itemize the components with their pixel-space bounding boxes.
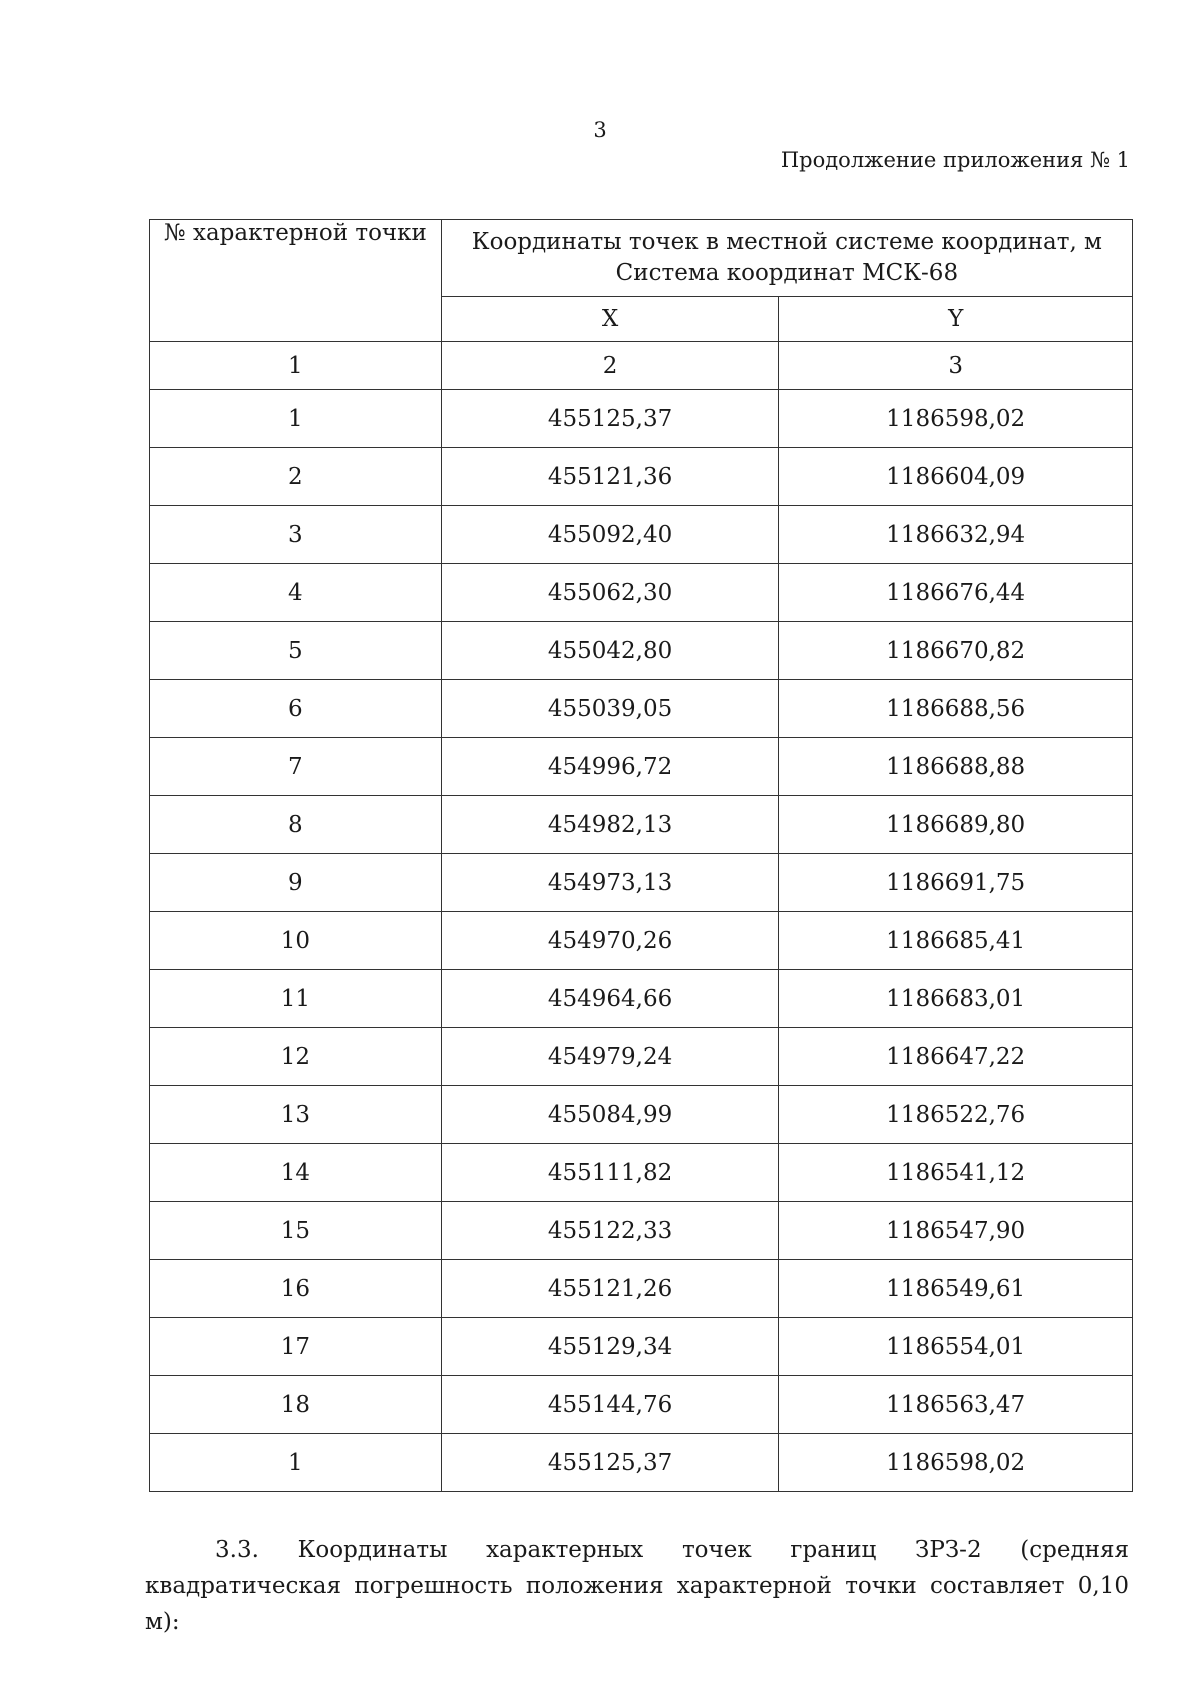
y-coordinate-cell: 1186522,76 xyxy=(779,1086,1133,1144)
table-row xyxy=(150,622,1133,680)
point-number-cell: 2 xyxy=(150,448,442,506)
point-number-cell: 6 xyxy=(150,680,442,738)
table-row xyxy=(150,564,1133,622)
coordinates-table xyxy=(149,219,1133,1492)
table-row xyxy=(150,680,1133,738)
x-column-header: X xyxy=(441,297,779,342)
table-row xyxy=(150,1028,1133,1086)
table-row xyxy=(150,970,1133,1028)
y-coordinate-cell: 1186689,80 xyxy=(779,796,1133,854)
y-coordinate-cell: 1186632,94 xyxy=(779,506,1133,564)
y-coordinate-cell: 1186691,75 xyxy=(779,854,1133,912)
point-number-cell: 17 xyxy=(150,1318,442,1376)
point-number-cell: 15 xyxy=(150,1202,442,1260)
table-row xyxy=(150,854,1133,912)
point-number-cell: 8 xyxy=(150,796,442,854)
point-number-cell: 1 xyxy=(150,1434,442,1492)
y-column-header: Y xyxy=(779,297,1133,342)
x-coordinate-cell: 455042,80 xyxy=(441,622,779,680)
y-coordinate-cell: 1186549,61 xyxy=(779,1260,1133,1318)
point-number-cell: 18 xyxy=(150,1376,442,1434)
x-coordinate-cell: 454970,26 xyxy=(441,912,779,970)
point-number-cell: 14 xyxy=(150,1144,442,1202)
point-number-cell: 1 xyxy=(150,390,442,448)
coordinates-header-title: Координаты точек в местной системе координат, м xyxy=(471,229,1102,255)
column-number-2: 2 xyxy=(441,342,779,390)
y-coordinate-cell: 1186541,12 xyxy=(779,1144,1133,1202)
y-coordinate-cell: 1186685,41 xyxy=(779,912,1133,970)
x-coordinate-cell: 454996,72 xyxy=(441,738,779,796)
x-coordinate-cell: 455121,26 xyxy=(441,1260,779,1318)
y-coordinate-cell: 1186670,82 xyxy=(779,622,1133,680)
coordinates-table-body xyxy=(150,390,1133,1492)
x-coordinate-cell: 455084,99 xyxy=(441,1086,779,1144)
x-coordinate-cell: 455144,76 xyxy=(441,1376,779,1434)
y-coordinate-cell: 1186598,02 xyxy=(779,390,1133,448)
table-row xyxy=(150,390,1133,448)
section-3-3-paragraph xyxy=(145,1532,1129,1640)
point-number-cell: 16 xyxy=(150,1260,442,1318)
x-coordinate-cell: 455039,05 xyxy=(441,680,779,738)
y-coordinate-cell: 1186688,88 xyxy=(779,738,1133,796)
table-row xyxy=(150,448,1133,506)
appendix-continuation-label: Продолжение приложения № 1 xyxy=(780,148,1130,172)
column-number-1: 1 xyxy=(150,342,442,390)
x-coordinate-cell: 455125,37 xyxy=(441,1434,779,1492)
point-number-cell: 5 xyxy=(150,622,442,680)
table-row xyxy=(150,1086,1133,1144)
y-coordinate-cell: 1186547,90 xyxy=(779,1202,1133,1260)
y-coordinate-cell: 1186563,47 xyxy=(779,1376,1133,1434)
x-coordinate-cell: 454979,24 xyxy=(441,1028,779,1086)
x-coordinate-cell: 455121,36 xyxy=(441,448,779,506)
x-coordinate-cell: 455122,33 xyxy=(441,1202,779,1260)
point-number-cell: 12 xyxy=(150,1028,442,1086)
table-row xyxy=(150,1260,1133,1318)
point-number-cell: 10 xyxy=(150,912,442,970)
x-coordinate-cell: 455129,34 xyxy=(441,1318,779,1376)
x-coordinate-cell: 455092,40 xyxy=(441,506,779,564)
x-coordinate-cell: 454964,66 xyxy=(441,970,779,1028)
table-row xyxy=(150,738,1133,796)
y-coordinate-cell: 1186688,56 xyxy=(779,680,1133,738)
paragraph-line-2: квадратическая погрешность положения характерной точки составляет 0,10 м): xyxy=(145,1573,1129,1635)
x-coordinate-cell: 455125,37 xyxy=(441,390,779,448)
table-row xyxy=(150,1202,1133,1260)
table-row xyxy=(150,1376,1133,1434)
coordinates-header xyxy=(441,220,1132,297)
point-number-cell: 4 xyxy=(150,564,442,622)
point-number-cell: 3 xyxy=(150,506,442,564)
x-coordinate-cell: 455111,82 xyxy=(441,1144,779,1202)
y-coordinate-cell: 1186676,44 xyxy=(779,564,1133,622)
table-row xyxy=(150,796,1133,854)
y-coordinate-cell: 1186598,02 xyxy=(779,1434,1133,1492)
x-coordinate-cell: 454973,13 xyxy=(441,854,779,912)
point-number-cell: 7 xyxy=(150,738,442,796)
page-number: 3 xyxy=(593,118,607,142)
x-coordinate-cell: 454982,13 xyxy=(441,796,779,854)
table-row xyxy=(150,1318,1133,1376)
y-coordinate-cell: 1186647,22 xyxy=(779,1028,1133,1086)
point-number-cell: 11 xyxy=(150,970,442,1028)
point-number-header: № характерной точки xyxy=(150,220,442,342)
y-coordinate-cell: 1186554,01 xyxy=(779,1318,1133,1376)
coordinate-system-label: Система координат МСК-68 xyxy=(615,260,959,286)
x-coordinate-cell: 455062,30 xyxy=(441,564,779,622)
column-number-3: 3 xyxy=(779,342,1133,390)
table-row xyxy=(150,1144,1133,1202)
point-number-cell: 13 xyxy=(150,1086,442,1144)
table-row xyxy=(150,1434,1133,1492)
y-coordinate-cell: 1186604,09 xyxy=(779,448,1133,506)
paragraph-line-1: 3.3. Координаты характерных точек границ ЗРЗ-2 (средняя xyxy=(215,1537,1129,1563)
point-number-cell: 9 xyxy=(150,854,442,912)
y-coordinate-cell: 1186683,01 xyxy=(779,970,1133,1028)
table-row xyxy=(150,506,1133,564)
table-row xyxy=(150,912,1133,970)
